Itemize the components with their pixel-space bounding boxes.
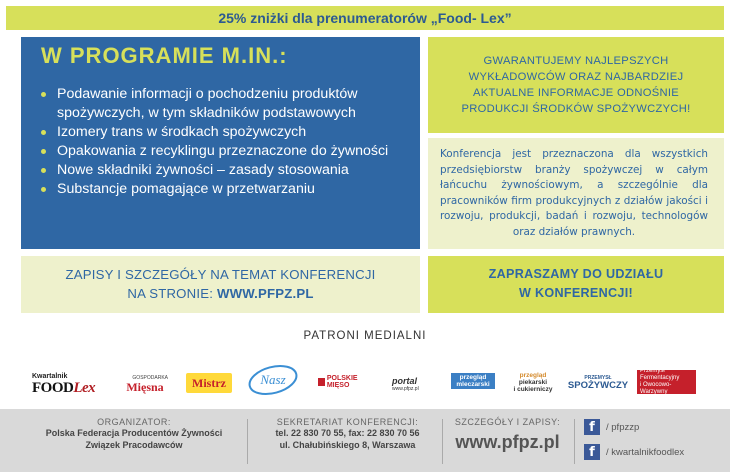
- media-patrons-title: PATRONI MEDIALNI: [303, 330, 427, 342]
- piekarski-logo-line: piekarski: [518, 378, 548, 386]
- footer-divider: [247, 419, 248, 464]
- przeglad-logo-line: przegląd: [459, 374, 487, 381]
- secretariat-block: [255, 409, 440, 451]
- details-block: [445, 409, 570, 453]
- przemysl-logo-line: SPOŻYWCZY: [567, 380, 629, 391]
- secretariat-address: ul. Chałubińskiego 8, Warszawa: [279, 440, 416, 450]
- footer-divider: [442, 419, 443, 464]
- facebook-handle: / pfpzzp: [606, 421, 640, 433]
- portal-logo-small: www.pfpz.pl: [392, 386, 419, 392]
- organizer-subtitle: Związek Pracodawców: [85, 440, 183, 450]
- program-item: Substancje pomagające w przetwarzaniu: [39, 180, 406, 199]
- signup-panel: [21, 256, 420, 313]
- nasz-logo-text: Nasz: [260, 372, 286, 387]
- organizer-block: [30, 409, 238, 451]
- portal-logo-big: portal: [392, 376, 418, 386]
- program-item: Podawanie informacji o pochodzeniu produktów spożywczych, w tym składników podstawowych: [39, 85, 406, 123]
- program-title: W PROGRAMIE M.IN.:: [41, 43, 288, 68]
- footer-divider: [574, 419, 575, 464]
- przemysl-fermentacyjny-logo: [637, 370, 696, 394]
- gospodarka-miesna-logo: [116, 373, 174, 395]
- polskie-mieso-text: POLSKIE MIĘSO: [326, 375, 358, 389]
- details-heading: SZCZEGÓŁY I ZAPISY:: [454, 417, 561, 427]
- mistrz-logo: [186, 373, 232, 393]
- organizer-name: Polska Federacja Producentów Żywności: [45, 428, 223, 438]
- signup-line1: ZAPISY I SZCZEGÓŁY NA TEMAT KONFERENCJI: [65, 267, 376, 282]
- footer: [0, 409, 730, 472]
- audience-text: Konferencja jest przeznaczona dla wszystkich przedsiębiorstw branży spożywczej w całym łańcuchu żywnościowym, a szczególnie dla pracowników firm produkcyjnych z działów jakości i rozwoju, produkcji, badań i rozwoju, technologów oraz działów prawnych.: [440, 148, 708, 238]
- ferment-logo-line: Przemysł: [640, 368, 665, 374]
- program-item: Opakowania z recyklingu przeznaczone do żywności: [39, 142, 406, 161]
- program-list: [39, 85, 406, 199]
- secretariat-phone: tel. 22 830 70 55, fax: 22 830 70 56: [275, 428, 420, 438]
- organizer-heading: ORGANIZATOR:: [97, 417, 171, 427]
- program-item: Izomery trans w środkach spożywczych: [39, 123, 406, 142]
- foodlex-logo-big: [32, 381, 95, 396]
- ferment-logo-line: i Owocowo-Warzywny: [640, 382, 672, 395]
- facebook-handle: / kwartalnikfoodlex: [606, 446, 685, 458]
- guarantee-text: GWARANTUJEMY NAJLEPSZYCH WYKŁADOWCÓW ORAZ NAJBARDZIEJ AKTUALNE INFORMACJE ODNOŚNIE PRODUKCJI ŚRODKÓW SPOŻYWCZYCH!: [461, 55, 691, 115]
- przemysl-logo-line: PRZEMYSŁ: [584, 375, 612, 381]
- secretariat-heading: SEKRETARIAT KONFERENCJI:: [276, 417, 419, 427]
- przeglad-mleczarski-logo: [451, 373, 495, 389]
- foodlex-logo-part: Lex: [73, 379, 96, 396]
- invite-panel: [428, 256, 724, 313]
- piekarski-logo-line: i cukierniczy: [513, 385, 553, 393]
- signup-url-link[interactable]: WWW.PFPZ.PL: [216, 286, 314, 301]
- przeglad-piekarski-logo: [508, 372, 558, 392]
- details-url-link[interactable]: www.pfpz.pl: [455, 432, 560, 452]
- foodlex-logo-small: Kwartalnik: [32, 372, 68, 380]
- polskie-mieso-mark: [318, 378, 325, 386]
- przeglad-logo-line: mleczarski: [456, 381, 490, 388]
- przemysl-spozywczy-logo: [567, 373, 629, 391]
- nasz-logo-graphic: [246, 363, 300, 397]
- piekarski-logo-line: przegląd: [519, 371, 547, 379]
- facebook-link-kwartalnikfoodlex[interactable]: [584, 444, 684, 460]
- facebook-icon: f: [584, 419, 600, 435]
- miesna-logo-big: Mięsna: [126, 380, 164, 394]
- program-item: Nowe składniki żywności – zasady stosowania: [39, 161, 406, 180]
- foodlex-logo-part: FOOD: [32, 379, 74, 396]
- discount-banner: 25% zniżki dla prenumeratorów „Food- Lex”: [6, 6, 724, 30]
- foodlex-logo: [32, 373, 104, 395]
- facebook-link-pfpzzp[interactable]: [584, 419, 639, 435]
- audience-panel: [428, 138, 724, 249]
- portal-logo: [392, 372, 436, 396]
- polskie-mieso-logo: [318, 375, 374, 389]
- invite-line2: W KONFERENCJI!: [518, 286, 634, 300]
- mistrz-logo-text: Mistrz: [192, 375, 226, 390]
- nasz-logo: [246, 363, 300, 397]
- miesna-logo-small: GOSPODARKA: [132, 375, 168, 381]
- invite-line1: ZAPRASZAMY DO UDZIAŁU: [488, 267, 664, 281]
- signup-line2: [21, 284, 420, 303]
- facebook-icon: f: [584, 444, 600, 460]
- signup-prefix: NA STRONIE:: [127, 286, 217, 301]
- ferment-logo-line: Fermentacyjny: [640, 375, 680, 381]
- program-panel: [21, 37, 420, 249]
- guarantee-panel: [428, 37, 724, 133]
